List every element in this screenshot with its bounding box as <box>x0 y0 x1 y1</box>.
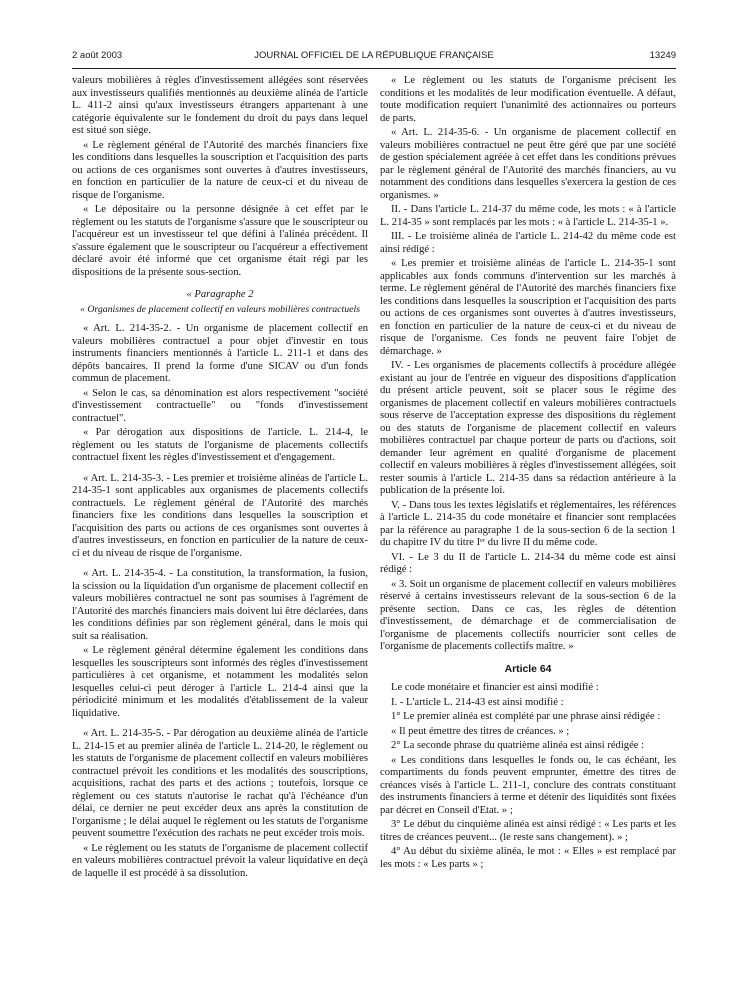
header-page-number: 13249 <box>649 50 676 61</box>
section-heading: « Paragraphe 2 <box>186 289 254 300</box>
paragraph: 4° Au début du sixième alinéa, le mot : « Elles » est remplacé par les mots : « Les parts » ; <box>380 846 676 870</box>
header-journal-title: JOURNAL OFFICIEL DE LA RÉPUBLIQUE FRANÇAISE <box>254 50 494 61</box>
paragraph: III. - Le troisième alinéa de l'article L. 214-42 du même code est ainsi rédigé : <box>380 231 676 255</box>
left-column <box>72 75 368 882</box>
paragraph: Le code monétaire et financier est ainsi modifié : <box>391 682 599 693</box>
paragraph: « 3. Soit un organisme de placement collectif en valeurs mobilières réservé à certains investisseurs relevant de la sous-section 6 de la présente section. Dans ce cas, les règles de détention d'investissement, de démarchage et de commercialisation de l'organisme de placements collectifs nourricier sont celles de l'organisme de placements collectifs maître. » <box>380 578 676 652</box>
header-rule <box>72 68 676 69</box>
paragraph: « Selon le cas, sa dénomination est alors respectivement "société d'investissement contractuelle" ou "fonds d'investissement contractuel". <box>72 387 368 424</box>
section-subheading: « Organismes de placement collectif en valeurs mobilières contractuels <box>79 303 361 315</box>
paragraph: « Le règlement ou les statuts de l'organisme précisent les conditions et les modalités de leur modification éventuelle. A défaut, toute modification requiert l'unanimité des actionnaires ou porteurs de parts. <box>380 75 676 124</box>
paragraph: « Art. L. 214-35-3. - Les premier et troisième alinéas de l'article L. 214-35-1 sont applicables aux organismes de placements collectifs contractuels. Le règlement général de l'Autorité des marchés financiers fixe les conditions dans lesquelles la souscription et l'acquisition des parts ou actions de ces organismes sont ouvertes à d'autres investisseurs, en fonction en particulier de la nature de ceux-ci et du niveau de risque de l'organisme. <box>72 472 368 559</box>
paragraph: V. - Dans tous les textes législatifs et réglementaires, les références à l'article L. 214-35 du code monétaire et financier sont remplacées par la référence au paragraphe 1 de la sous-section 6 de la section 1 du chapitre IV du titre Iᵉʳ du livre II du même code. <box>380 499 676 548</box>
paragraph: « Art. L. 214-35-5. - Par dérogation au deuxième alinéa de l'article L. 214-15 et au premier alinéa de l'article L. 214-20, le règlement ou les statuts de l'organisme de placement collectif en valeurs mobilières contractuel prévoit les conditions et les modalités des souscriptions, acquisitions, rachat des parts et des actions ; toutefois, lorsque ce règlement ou ces statuts n'autorise le rachat qu'à l'échéance d'un délai, ce dernier ne peut excéder deux ans après la constitution de l'organisme ; le délai auquel le règlement ou les statuts de l'organisme peuvent soumettre l'exécution des rachats ne peut excéder trois mois. <box>72 728 368 839</box>
paragraph: « Art. L. 214-35-4. - La constitution, la transformation, la fusion, la scission ou la liquidation d'un organisme de placement collectif en valeurs mobilières contractuel ne sont pas soumises à l'agrément de l'Autorité des marchés financiers mais doivent lui être déclarées, dans les conditions définies par son règlement général, dans le mois qui suit sa réalisation. <box>72 568 368 642</box>
paragraph: « Le dépositaire ou la personne désignée à cet effet par le règlement ou les statuts de l'organisme s'assure que le souscripteur ou l'acquéreur est un investisseur tel que défini à l'alinéa précédent. Il s'assure également que le souscripteur ou l'acquéreur a effectivement déclaré avoir été informé que cet organisme était régi par les dispositions de la présente sous-section. <box>72 204 368 278</box>
paragraph: « Le règlement général détermine également les conditions dans lesquelles les souscripteurs sont informés des règles d'investissement particulières à cet organisme, et notamment les modalités selon lesquelles celui-ci peut déroger à l'article L. 214-4 ainsi que la périodicité minimum et les modalités d'établissement de la valeur liquidative. <box>72 645 368 719</box>
paragraph: « Les conditions dans lesquelles le fonds ou, le cas échéant, les compartiments du fonds peuvent emprunter, émettre des titres de créances visés à l'article L. 211-1, conclure des contrats constituant des instruments financiers à terme et détenir des liquidités sont fixées par décret en Conseil d'Etat. » ; <box>380 754 676 816</box>
page-header <box>72 50 676 66</box>
paragraph: 3° Le début du cinquième alinéa est ainsi rédigé : « Les parts et les titres de créances peuvent... (le reste sans changement). » ; <box>380 819 676 843</box>
paragraph: « Les premier et troisième alinéas de l'article L. 214-35-1 sont applicables aux fonds communs d'intervention sur les marchés à terme. Le règlement général de l'Autorité des marchés financiers fixe les conditions dans lesquelles la souscription et l'acquisition des parts ou actions de ces organismes sont ouvertes à d'autres investisseurs, en fonction en particulier de la nature de ceux-ci et du niveau de risque de l'organisme. Ces fonds ne peuvent faire l'objet de démarchage. » <box>380 258 676 357</box>
paragraph: IV. - Les organismes de placements collectifs à procédure allégée existant au jour de l'entrée en vigueur des dispositions d'application du présent article peuvent, soit se placer sous le régime des organismes de placement collectif en valeurs mobilières contractuels sous réserve de l'acceptation expresse des dispositions du règlement ou des statuts de l'organisme de placement collectif en valeurs mobilières contractuel par chaque porteur de parts ou d'actions, soit demander leur agrément en qualité d'organisme de placement collectif en valeurs mobilières à règles d'investissement allégées, soit rester soumis à l'article L. 214-35 dans sa rédaction antérieure à la publication de la présente loi. <box>380 360 676 496</box>
paragraph: « Il peut émettre des titres de créances. » ; <box>391 725 570 737</box>
article-heading: Article 64 <box>504 663 552 675</box>
paragraph: 1° Le premier alinéa est complété par une phrase ainsi rédigée : <box>391 711 661 722</box>
header-date: 2 août 2003 <box>72 50 123 61</box>
paragraph: « Le règlement général de l'Autorité des marchés financiers fixe les conditions dans lesquelles la souscription et l'acquisition des parts ou actions de ces organismes sont ouvertes à d'autres investisseurs, en fonction en particulier de la nature de ceux-ci et du niveau de risque de l'organisme. <box>72 139 368 201</box>
paragraph: « Le règlement ou les statuts de l'organisme de placement collectif en valeurs mobilières contractuel prévoit la valeur liquidative en deçà de laquelle il est procédé à sa dissolution. <box>72 842 368 879</box>
paragraph: « Par dérogation aux dispositions de l'article. L. 214-4, le règlement ou les statuts de l'organisme de placements collectifs contractuel fixent les règles d'investissement et d'engagement. <box>72 427 368 463</box>
paragraph: 2° La seconde phrase du quatrième alinéa est ainsi rédigée : <box>391 740 645 751</box>
paragraph: « Art. L. 214-35-6. - Un organisme de placement collectif en valeurs mobilières contractuel ne peut être géré que par une société de gestion spécialement agréée à cet effet dans les conditions prévues par le règlement général de l'Autorité des marchés financiers, au vu notamment des conditions dans lesquelles s'exercera la gestion de ces organismes. » <box>380 127 676 201</box>
paragraph: valeurs mobilières à règles d'investissement allégées sont réservées aux investisseurs qualifiés mentionnés au deuxième alinéa de l'article L. 411-2 ainsi qu'aux investisseurs étrangers appartenant à une catégorie équivalente sur le fondement du droit du pays dans lequel est situé son siège. <box>72 75 368 136</box>
paragraph: « Art. L. 214-35-2. - Un organisme de placement collectif en valeurs mobilières contractuel a pour objet d'investir en tous instruments financiers mentionnés à l'article L. 211-1 et dans des dépôts bancaires. Il prend la forme d'une SICAV ou d'un fonds commun de placement. <box>72 323 368 384</box>
paragraph: II. - Dans l'article L. 214-37 du même code, les mots : « à l'article L. 214-35 » sont remplacés par les mots : « à l'article L. 214-35-1 ». <box>380 204 676 228</box>
paragraph: VI. - Le 3 du II de l'article L. 214-34 du même code est ainsi rédigé : <box>380 551 676 575</box>
right-column <box>380 75 676 873</box>
paragraph: I. - L'article L. 214-43 est ainsi modifié : <box>391 696 564 708</box>
